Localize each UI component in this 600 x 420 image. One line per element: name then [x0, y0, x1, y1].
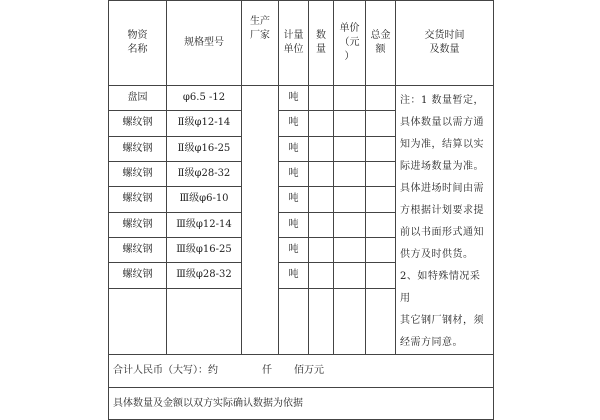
cell-amount — [366, 161, 396, 186]
cell-qty — [309, 187, 334, 212]
cell-maker-merged — [242, 86, 279, 355]
materials-table — [108, 0, 494, 420]
header-row — [109, 1, 494, 86]
cell-qty — [309, 86, 334, 111]
cell-unit: 吨 — [279, 161, 309, 186]
cell-price — [334, 111, 366, 136]
cell-spec: Ⅲ级φ28-32 — [167, 263, 242, 288]
total-row — [109, 355, 494, 388]
cell-price — [334, 212, 366, 237]
cell-name: 螺纹钢 — [109, 187, 167, 212]
cell-price — [334, 161, 366, 186]
cell-unit: 吨 — [279, 187, 309, 212]
cell-name: 螺纹钢 — [109, 161, 167, 186]
cell-amount — [366, 136, 396, 161]
cell-name: 螺纹钢 — [109, 111, 167, 136]
header-price: 单价 （元 ） — [334, 1, 366, 86]
cell-qty — [309, 237, 334, 262]
total-rmb-cell — [109, 355, 494, 388]
cell-name: 螺纹钢 — [109, 263, 167, 288]
cell-price — [334, 288, 366, 355]
cell-amount — [366, 263, 396, 288]
cell-qty — [309, 111, 334, 136]
cell-price — [334, 187, 366, 212]
header-qty: 数 量 — [309, 1, 334, 86]
basis-row — [109, 388, 494, 420]
cell-spec: Ⅱ级φ12-14 — [167, 111, 242, 136]
cell-name — [109, 288, 167, 355]
header-maker: 生产 厂家 — [242, 1, 279, 86]
total-wan: 佰万元 — [294, 365, 324, 376]
table-row — [109, 86, 494, 111]
cell-price — [334, 136, 366, 161]
cell-spec: Ⅱ级φ28-32 — [167, 161, 242, 186]
cell-unit: 吨 — [279, 86, 309, 111]
cell-qty — [309, 136, 334, 161]
cell-amount — [366, 111, 396, 136]
cell-amount — [366, 288, 396, 355]
cell-amount — [366, 187, 396, 212]
cell-unit: 吨 — [279, 111, 309, 136]
cell-spec: φ6.5 -12 — [167, 86, 242, 111]
cell-spec: Ⅲ级φ16-25 — [167, 237, 242, 262]
header-delivery: 交货时间 及数量 — [396, 1, 494, 86]
cell-name: 螺纹钢 — [109, 237, 167, 262]
cell-qty — [309, 263, 334, 288]
cell-spec — [167, 288, 242, 355]
cell-price — [334, 237, 366, 262]
cell-unit — [279, 288, 309, 355]
delivery-note: 注：1 数量暂定， 具体数量以需方通 知为准，结算以实 际进场数量为准。 具体进场时间由需 方根据计划要求提 前以书面形式通知 供方及时供货。 2、如特殊情况采用 其它钢厂钢材，须 经需方同意。 — [396, 86, 494, 355]
cell-qty — [309, 288, 334, 355]
cell-amount — [366, 212, 396, 237]
cell-unit: 吨 — [279, 212, 309, 237]
cell-amount — [366, 237, 396, 262]
cell-spec: Ⅲ级φ12-14 — [167, 212, 242, 237]
basis-text: 具体数量及金额以双方实际确认数据为依据 — [109, 388, 494, 420]
cell-unit: 吨 — [279, 263, 309, 288]
header-material: 物资 名称 — [109, 1, 167, 86]
header-amount: 总金 额 — [366, 1, 396, 86]
total-qian: 仟 — [262, 365, 272, 376]
cell-qty — [309, 212, 334, 237]
cell-unit: 吨 — [279, 136, 309, 161]
cell-name: 盘园 — [109, 86, 167, 111]
purchase-table-sheet — [108, 0, 493, 409]
cell-spec: Ⅱ级φ16-25 — [167, 136, 242, 161]
cell-spec: Ⅲ级φ6-10 — [167, 187, 242, 212]
cell-price — [334, 263, 366, 288]
cell-unit: 吨 — [279, 237, 309, 262]
header-spec: 规格型号 — [167, 1, 242, 86]
cell-name: 螺纹钢 — [109, 136, 167, 161]
cell-price — [334, 86, 366, 111]
cell-amount — [366, 86, 396, 111]
header-unit: 计量 单位 — [279, 1, 309, 86]
total-label: 合计人民币（大写）：约 — [113, 365, 218, 376]
cell-name: 螺纹钢 — [109, 212, 167, 237]
cell-qty — [309, 161, 334, 186]
